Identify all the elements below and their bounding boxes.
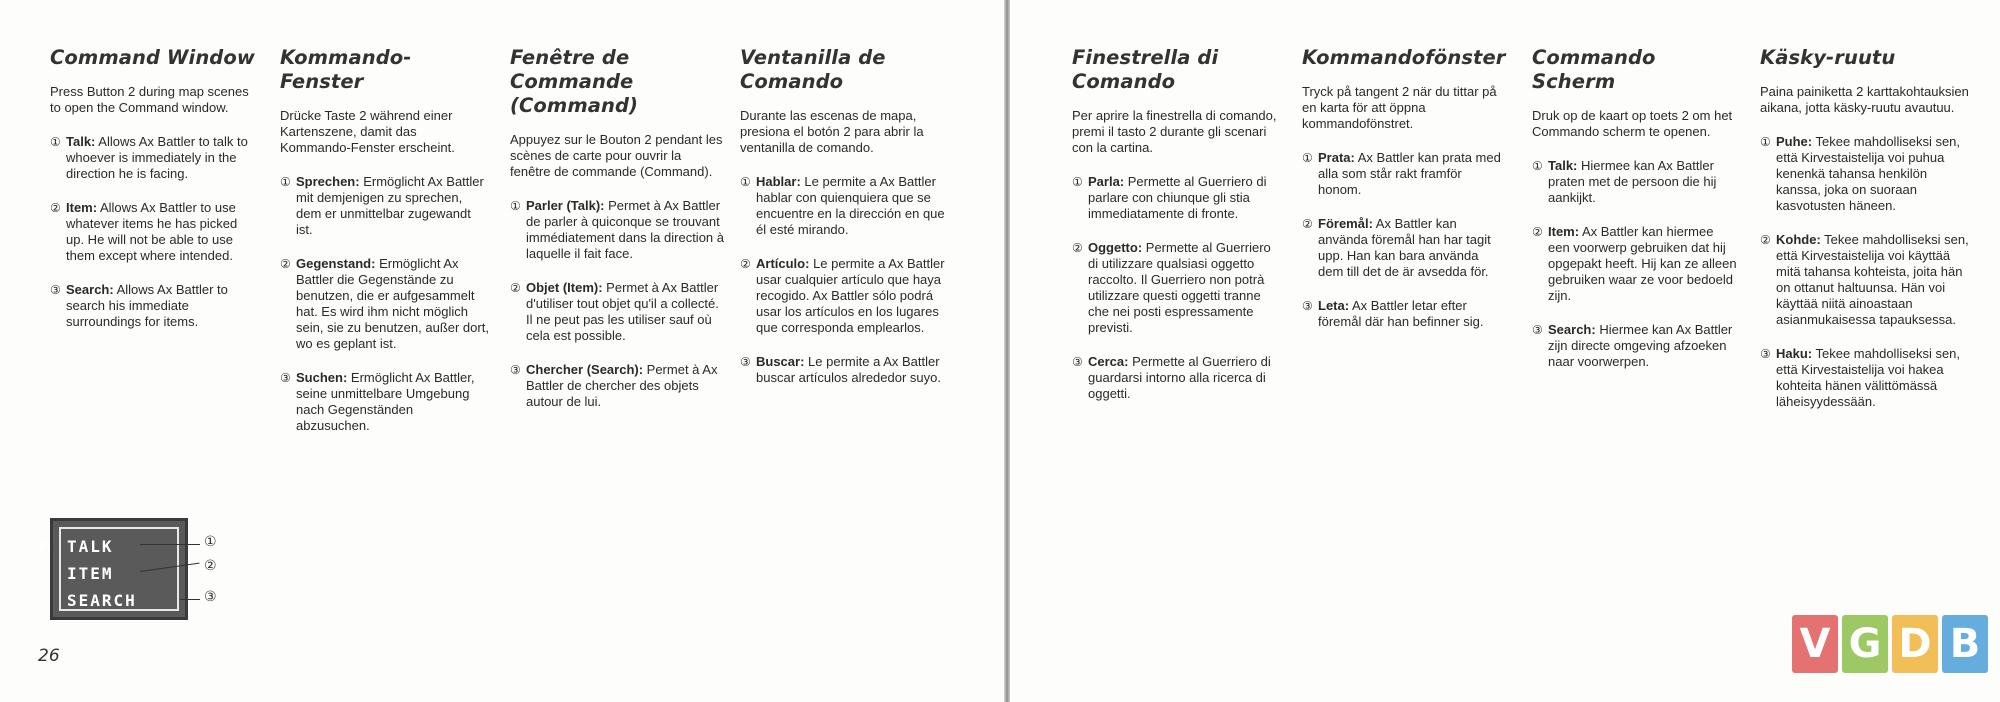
list-item: ③ Search: Hiermee kan Ax Battler zijn directe omgeving afzoeken naar voorwerpen. [1532,322,1733,369]
column-english [50,46,255,348]
callout-line [180,599,200,600]
column-intro: Per aprire la finestrella di comando, premi il tasto 2 durante gli scenari con la cartina. [1072,108,1277,155]
command-talk: TALK [67,537,114,556]
column-title: Fenêtre de Commande (Command) [510,46,639,117]
command-window-box [50,518,188,620]
selection-cursor-icon [40,540,49,552]
watermark-letter: B [1942,615,1988,673]
column-intro: Press Button 2 during map scenes to open the Command window. [50,84,249,115]
column-title: Command Window [50,46,255,69]
list-item: ② Item: Ax Battler kan hiermee een voorwerp gebruiken dat hij opgepakt heeft. Hij kan ze alleen gebruiken waar ze voor bedoeld zijn. [1532,224,1737,303]
column-title: Kommandofönster [1302,46,1506,69]
page-number: 26 [38,646,60,666]
column-title: Ventanilla de Comando [740,46,886,93]
column-title: Käsky-ruutu [1760,46,1896,69]
list-item: ② Item: Allows Ax Battler to use whatever items he has picked up. He will not be able to use them except where intended. [50,200,238,263]
column-intro: Durante las escenas de mapa, presiona el botón 2 para abrir la ventanilla de comando. [740,108,924,155]
list-item: ② Objet (Item): Permet à Ax Battler d'utiliser tout objet qu'il a collecté. Il ne peut pas les utiliser sauf où cela est possible. [510,280,719,343]
list-item: ① Talk: Hiermee kan Ax Battler praten met de persoon die hij aankijkt. [1532,158,1717,205]
watermark-letter: V [1792,615,1838,673]
column-dutch [1532,46,1737,388]
column-french [510,46,725,428]
column-title: Kommando-Fenster [280,46,412,93]
list-item: ② Föremål: Ax Battler kan använda föremål han har tagit upp. Han kan bara använda dem till det de är avsedda för. [1302,216,1491,279]
watermark-letter: G [1842,615,1888,673]
list-item: ① Parler (Talk): Permet à Ax Battler de parler à quiconque se trouvant immédiatement dans la direction à laquelle il fait face. [510,198,724,261]
list-item: ③ Leta: Ax Battler letar efter föremål där han befinner sig. [1302,298,1484,329]
column-intro: Drücke Taste 2 während einer Kartenszene, damit das Kommando-Fenster erscheint. [280,108,455,155]
callout-number: ② [204,558,217,574]
list-item: ② Artículo: Le permite a Ax Battler usar cualquier artículo que haya recogido. Ax Battler sólo podrá usar los artículos en los lugares que corresponda emplearlos. [740,256,945,335]
list-item: ③ Buscar: Le permite a Ax Battler buscar artículos alrededor suyo. [740,354,941,385]
command-search: SEARCH [67,591,137,610]
column-intro: Appuyez sur le Bouton 2 pendant les scènes de carte pour ouvrir la fenêtre de commande (Command). [510,132,723,179]
callout-line [140,544,200,545]
column-intro: Paina painiketta 2 karttakohtauksien aikana, jotta käsky-ruutu avautuu. [1760,84,1969,115]
column-spanish [740,46,955,404]
command-window-figure [40,518,280,623]
callout-number: ① [204,534,217,550]
vgdb-watermark [1792,615,1997,685]
list-item: ① Prata: Ax Battler kan prata med alla som står rakt framför honom. [1302,150,1501,197]
callout-number: ③ [204,589,217,605]
list-item: ③ Suchen: Ermöglicht Ax Battler, seine unmittelbare Umgebung nach Gegenständen abzusuchen. [280,370,475,433]
list-item: ② Gegenstand: Ermöglicht Ax Battler die Gegenstände zu benutzen, die er aufgesammelt hat. Es wird ihm nicht möglich sein, sie zu benutzen, außer dort, wo es geplant ist. [280,256,489,351]
column-title: Commando Scherm [1532,46,1656,93]
list-item: ③ Cerca: Permette al Guerriero di guardarsi intorno alla ricerca di oggetti. [1072,354,1271,401]
list-item: ① Talk: Allows Ax Battler to talk to whoever is immediately in the direction he is facing. [50,134,248,181]
column-finnish [1760,46,1972,428]
list-item: ① Parla: Permette al Guerriero di parlare con chiunque gli stia immediatamente di fronte. [1072,174,1267,221]
list-item: ③ Search: Allows Ax Battler to search his immediate surroundings for items. [50,282,228,329]
column-title: Finestrella di Comando [1072,46,1219,93]
command-item: ITEM [67,564,114,583]
list-item: ① Puhe: Tekee mahdolliseksi sen, että Kirvestaistelija voi puhua kenenkä tahansa henkilön kanssa, joka on suoraan kasvotusten häneen. [1760,134,1961,213]
column-intro: Tryck på tangent 2 när du tittar på en karta för att öppna kommandofönstret. [1302,84,1497,131]
list-item: ② Oggetto: Permette al Guerriero di utilizzare qualsiasi oggetto raccolto. Il Guerriero non potrà utilizzare questi oggetti tranne che nei posti espressamente previsti. [1072,240,1271,335]
column-intro: Druk op de kaart op toets 2 om het Commando scherm te openen. [1532,108,1733,139]
watermark-letter: D [1892,615,1938,673]
list-item: ③ Haku: Tekee mahdolliseksi sen, että Kirvestaistelija voi hakea kohteita hänen välittömässä läheisyydessään. [1760,346,1961,409]
book-spine [1004,0,1010,702]
list-item: ③ Chercher (Search): Permet à Ax Battler de chercher des objets autour de lui. [510,362,718,409]
list-item: ① Sprechen: Ermöglicht Ax Battler mit demjenigen zu sprechen, dem er unmittelbar zugewandt ist. [280,174,484,237]
column-italian [1072,46,1277,420]
list-item: ② Kohde: Tekee mahdolliseksi sen, että Kirvestaistelija voi käyttää mitä tahansa kohteista, joita hän on ottanut haltuunsa. Hän voi käyttää niitä ainoastaan asianmukaisessa tapauksessa. [1760,232,1969,327]
column-swedish [1302,46,1507,348]
column-german [280,46,490,452]
list-item: ① Hablar: Le permite a Ax Battler hablar con quienquiera que se encuentre en la dirección en que él esté mirando. [740,174,945,237]
